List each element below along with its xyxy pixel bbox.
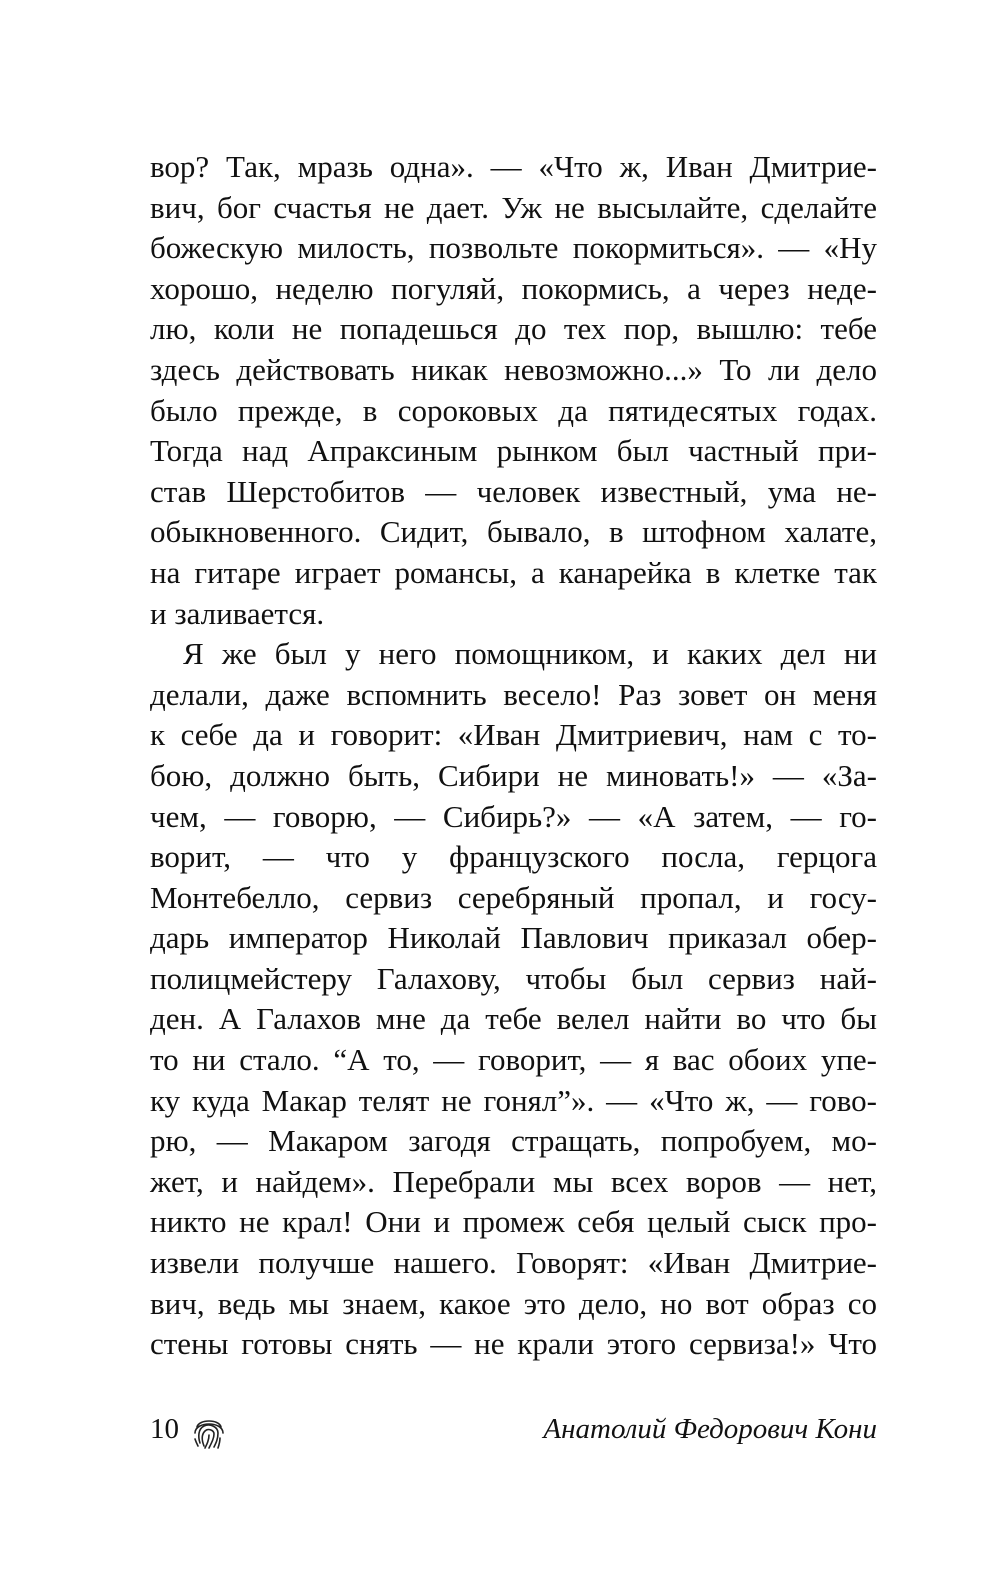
text-line: стены готовы снять — не крали этого сервиза!» Что — [150, 1326, 877, 1362]
text-line: полицмейстеру Галахову, чтобы был сервиз най- — [150, 960, 877, 996]
text-line: лю, коли не попадешься до тех пор, вышлю: тебе — [150, 311, 877, 347]
text-line: вич, ведь мы знаем, какое это дело, но вот образ со — [150, 1285, 877, 1321]
text-line: жет, и найдем». Перебрали мы всех воров — нет, — [150, 1163, 877, 1199]
fingerprint-icon — [192, 1413, 226, 1451]
paragraph-start-line: Я же был у него помощником, и каких дел ни — [183, 636, 877, 672]
body-text — [150, 147, 877, 1365]
text-line: ден. А Галахов мне да тебе велел найти во что бы — [150, 1001, 877, 1037]
text-line: делали, даже вспомнить весело! Раз зовет он меня — [150, 676, 877, 712]
text-line: Монтебелло, сервиз серебряный пропал, и госу- — [150, 879, 877, 915]
text-line: став Шерстобитов — человек известный, ума не- — [150, 473, 877, 509]
text-line: было прежде, в сороковых да пятидесятых годах. — [150, 392, 877, 428]
text-line: дарь император Николай Павлович приказал обер- — [150, 920, 877, 956]
author-name: Анатолий Федорович Кони — [543, 1413, 877, 1445]
text-line: извели получше нашего. Говорят: «Иван Дмитрие- — [150, 1245, 877, 1281]
page-number: 10 — [150, 1413, 179, 1445]
text-line: и заливается. — [150, 595, 325, 631]
text-line: к себе да и говорит: «Иван Дмитриевич, нам с то- — [150, 717, 877, 753]
text-line: бою, должно быть, Сибири не миновать!» — «За- — [150, 757, 877, 793]
text-line: ворит, — что у французского посла, герцога — [150, 839, 877, 875]
text-line: рю, — Макаром загодя стращать, попробуем, мо- — [150, 1123, 877, 1159]
text-line: хорошо, неделю погуляй, покормись, а через неде- — [150, 270, 877, 306]
text-line: ку куда Макар телят не гонял”». — «Что ж, — гово- — [150, 1082, 877, 1118]
text-line: на гитаре играет романсы, а канарейка в клетке так — [150, 554, 877, 590]
text-line: Тогда над Апраксиным рынком был частный при- — [150, 433, 877, 469]
text-line: здесь действовать никак невозможно...» То ли дело — [150, 351, 877, 387]
text-line: вор? Так, мразь одна». — «Что ж, Иван Дмитрие- — [150, 149, 877, 184]
text-line: то ни стало. “А то, — говорит, — я вас обоих упе- — [150, 1042, 877, 1078]
text-line: вич, бог счастья не дает. Уж не высылайте, сделайте — [150, 189, 877, 225]
text-line: обыкновенного. Сидит, бывало, в штофном халате, — [150, 514, 877, 550]
text-line: чем, — говорю, — Сибирь?» — «А затем, — го- — [150, 798, 877, 834]
text-line: никто не крал! Они и промеж себя целый сыск про- — [150, 1204, 877, 1240]
page-footer — [150, 1409, 877, 1449]
text-line: божескую милость, позвольте покормиться». — «Ну — [150, 230, 877, 266]
